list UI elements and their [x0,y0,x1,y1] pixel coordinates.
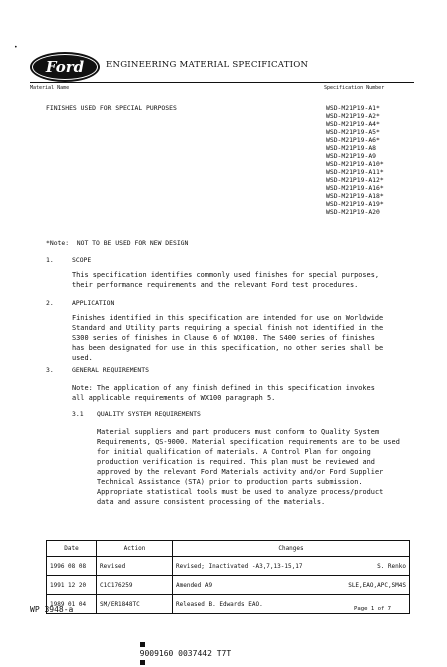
section-title-application: APPLICATION [72,299,115,307]
section-body-quality: Material suppliers and part producers must conform to Quality System Requirements, QS-9000. Material specification requirements are to be used for initial qualification of materials. A Control Plan for ongoing production verification is required. This plan must be reviewed and approved by the relevant Ford Materials activity and/or Ford Supplier Technical Assistance (STA) prior to production parts submission. Appropriate statistical tools must be used to analyze process/product data and assure consistent processing of the materials. [97,428,400,506]
row-action: SM/ER1848TC [97,595,173,614]
spec-number: WSD-M21P19-A5* [326,128,380,136]
section-number: 2. [46,299,54,307]
spec-number-list [326,104,384,216]
column-header-action: Action [97,541,173,557]
row-date: 1991 12 20 [47,576,97,595]
spec-number: WSD-M21P19-A1* [326,104,380,112]
barcode-mark-icon [140,660,145,665]
spec-number: WSD-M21P19-A2* [326,112,380,120]
section-title-scope: SCOPE [72,256,92,264]
general-note: Note: The application of any finish defined in this specification invokes all applicable requirements of WX100 paragraph 5. [72,384,375,402]
spec-number: WSD-M21P19-A11* [326,168,384,176]
row-changes-text: Released B. Edwards EAO. [176,600,263,608]
row-action: Revised [97,557,173,576]
form-number: WP 3948-a [30,605,74,614]
row-changes [173,576,410,595]
header-rule [30,82,414,83]
ford-logo [30,52,100,82]
barcode-mark-icon [140,642,145,647]
table-row [47,557,410,576]
row-date: 1996 08 08 [47,557,97,576]
section-title-general: GENERAL REQUIREMENTS [72,366,149,374]
ford-logo-text: Ford [45,58,85,76]
section-number: 3. [46,366,54,374]
page-number: Page 1 of 7 [354,606,392,612]
spec-number-label: Specification Number [324,85,385,91]
section-number: 3.1 [72,410,84,418]
table-row [47,576,410,595]
row-action: C1C176259 [97,576,173,595]
punch-mark: • [14,44,18,51]
section-number: 1. [46,256,54,264]
revision-table [46,540,410,614]
spec-number: WSD-M21P19-A12* [326,176,384,184]
section-title-quality: QUALITY SYSTEM REQUIREMENTS [97,410,201,418]
row-date: 1989 01 04 [47,595,97,614]
row-changes-text: Amended A9 [176,581,213,589]
section-body-application: Finishes identified in this specification are intended for use on Worldwide Standard and Utility parts requiring a special finish not identified in the S300 series of finishes in Clause 6 of WX100. The S400 series of finishes has been designated for use in this specification, no other series shall be used. [72,314,384,362]
row-changes-text: Revised; Inactivated -A3,7,13-15,17 [176,562,303,570]
document-title: ENGINEERING MATERIAL SPECIFICATION [106,60,309,70]
material-name: FINISHES USED FOR SPECIAL PURPOSES [46,104,177,112]
spec-number: WSD-M21P19-A9 [326,152,377,160]
spec-number: WSD-M21P19-A6* [326,136,380,144]
spec-number: WSD-M21P19-A20 [326,208,380,216]
spec-number: WSD-M21P19-A19* [326,200,384,208]
row-initials: SLE,EAO,APC,SM4S [348,581,406,589]
design-note: *Note: NOT TO BE USED FOR NEW DESIGN [46,239,189,247]
barcode-text: 9009160 0037442 T7T [139,649,232,658]
spec-number: WSD-M21P19-A16* [326,184,384,192]
column-header-changes: Changes [173,541,410,557]
material-name-label: Material Name [30,85,70,91]
section-body-scope: This specification identifies commonly used finishes for special purposes, their performance requirements and the relevant Ford test procedures. [72,271,379,289]
spec-number: WSD-M21P19-A10* [326,160,384,168]
column-header-date: Date [47,541,97,557]
row-initials: S. Renko [377,562,406,570]
spec-number: WSD-M21P19-A8 [326,144,377,152]
row-changes [173,557,410,576]
revision-table-header [47,541,410,557]
spec-number: WSD-M21P19-A4* [326,120,380,128]
barcode-line [130,631,231,667]
spec-number: WSD-M21P19-A18* [326,192,384,200]
